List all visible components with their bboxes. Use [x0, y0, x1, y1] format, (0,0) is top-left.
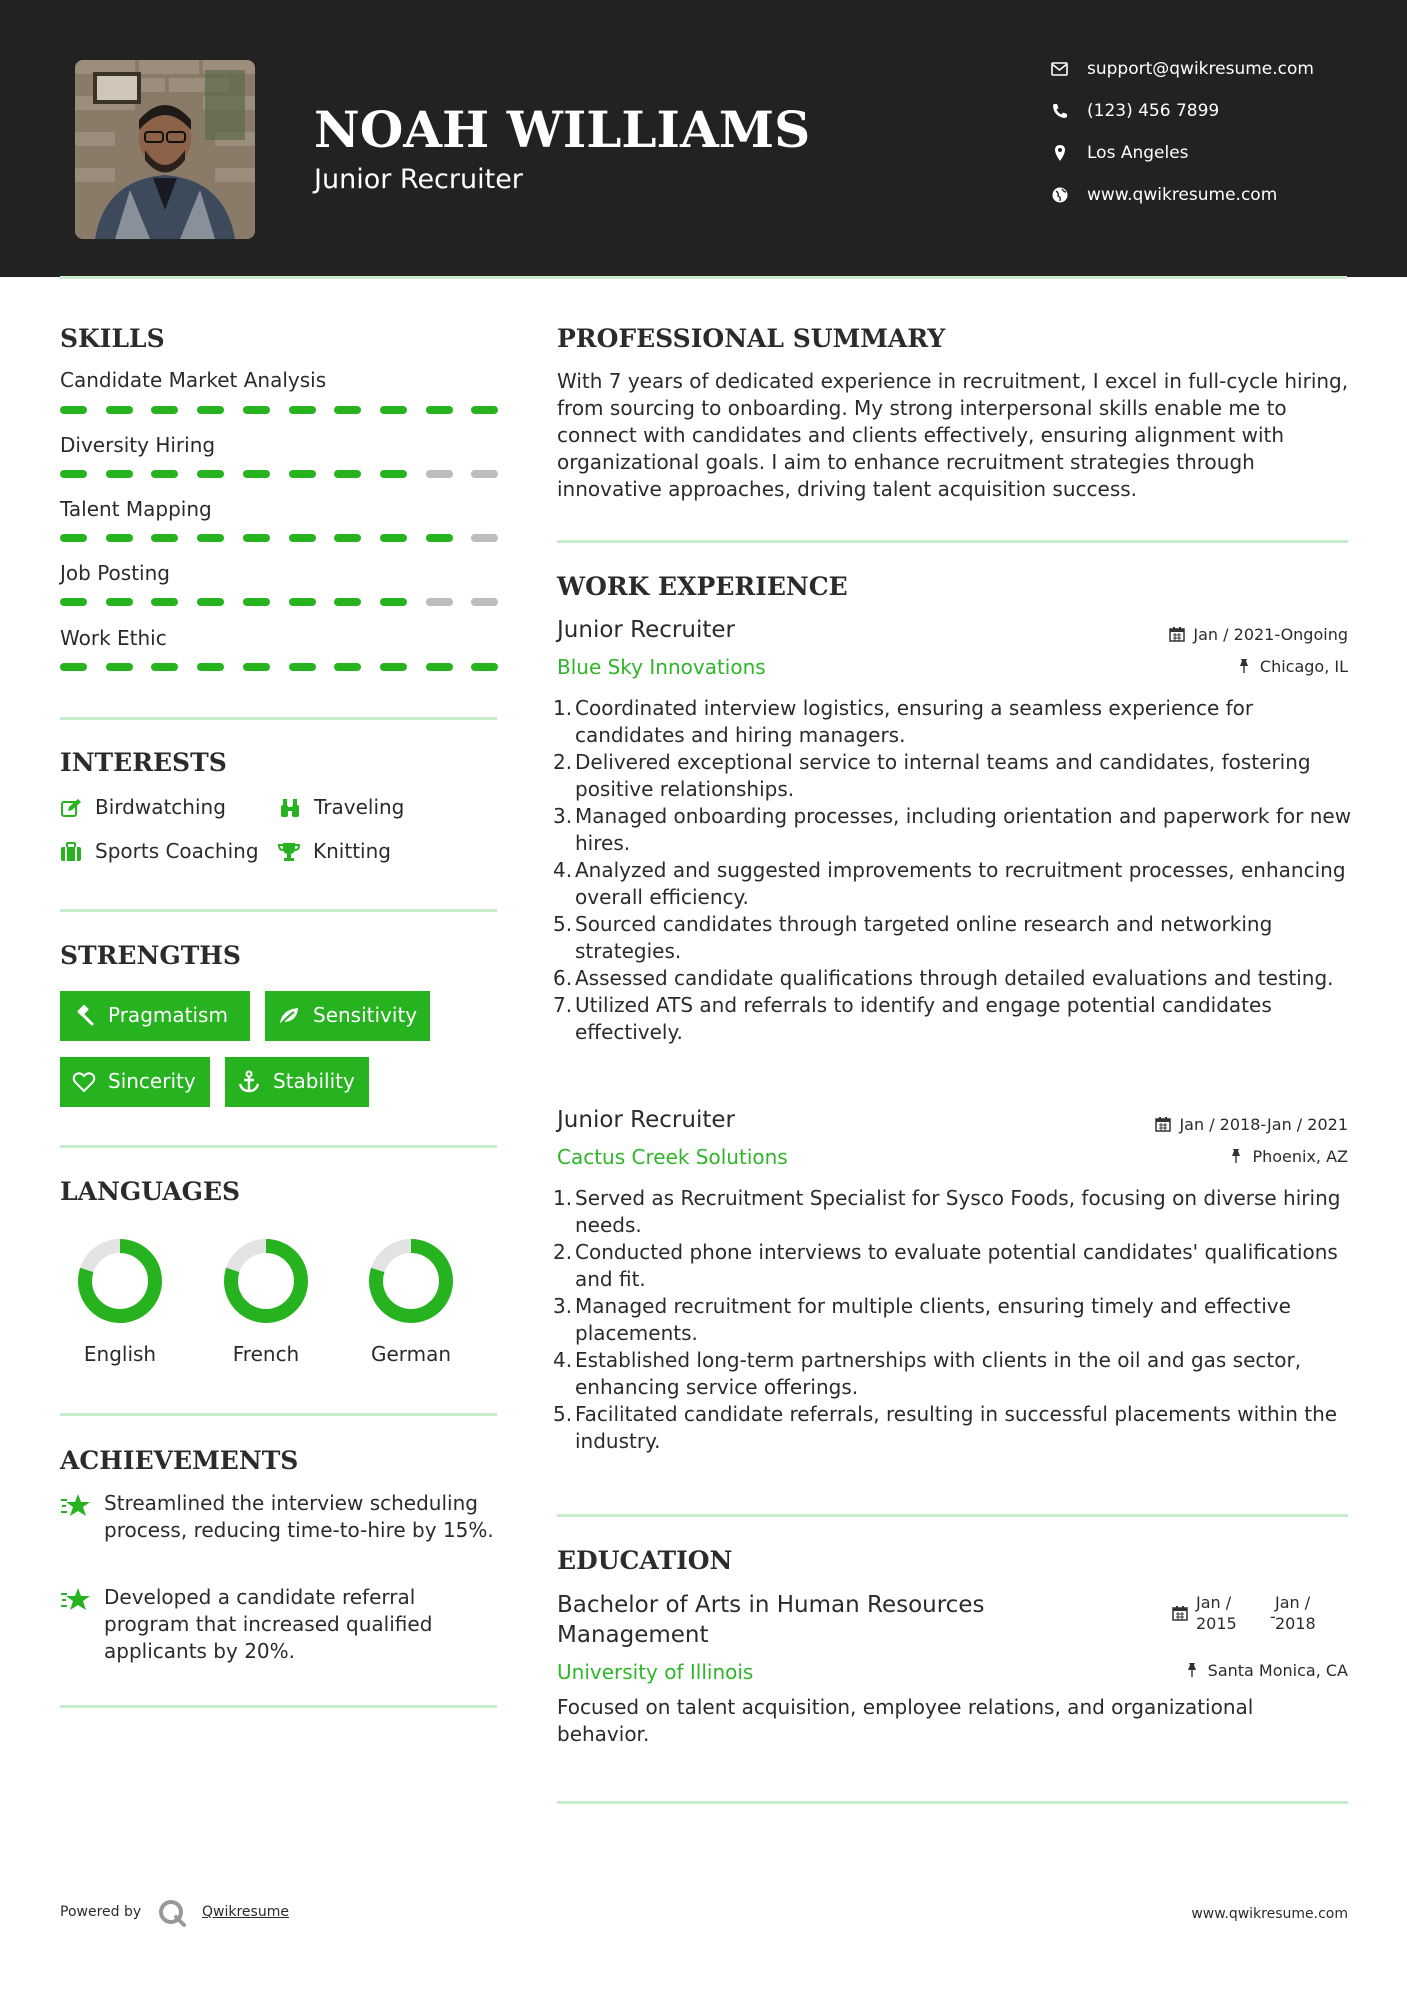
candidate-name: NOAH WILLIAMS [314, 100, 811, 159]
skill-dot [151, 470, 178, 478]
skill-dot [426, 663, 453, 671]
qwikresume-logo-icon [157, 1898, 187, 1928]
contact-phone-text: (123) 456 7899 [1087, 101, 1220, 121]
job-bullet: 1. Coordinated interview logistics, ensuring a seamless experience for candidates and hiring managers. [553, 696, 1254, 747]
section-divider [557, 540, 1348, 543]
skill-dot [334, 598, 361, 606]
language-ring [75, 1236, 165, 1326]
resume-header [0, 0, 1407, 277]
skill-dot [243, 663, 270, 671]
job-bullet: 2. Conducted phone interviews to evaluate potential candidates' qualifications and fit. [553, 1240, 1338, 1291]
skill-dot [243, 406, 270, 414]
edit-icon [60, 797, 82, 819]
skill-dot [197, 406, 224, 414]
calendar-icon [1172, 1605, 1188, 1621]
section-divider [60, 1705, 497, 1708]
skills-heading: SKILLS [60, 324, 165, 353]
leaf-icon [277, 1004, 301, 1028]
contact-location-text: Los Angeles [1087, 143, 1189, 163]
job-bullet: 6. Assessed candidate qualifications through detailed evaluations and testing. [553, 966, 1334, 990]
strength-badge: Pragmatism [60, 991, 250, 1041]
strength-badge: Sincerity [60, 1057, 210, 1107]
language-ring [221, 1236, 311, 1326]
skill-label: Job Posting [60, 561, 170, 585]
skill-dot [426, 598, 453, 606]
profile-photo [75, 60, 255, 239]
skill-label: Diversity Hiring [60, 433, 216, 457]
skill-dot [106, 534, 133, 542]
summary-heading: PROFESSIONAL SUMMARY [557, 324, 946, 353]
job-bullet: 4. Analyzed and suggested improvements to recruitment processes, enhancing overall efficiency. [553, 858, 1346, 909]
pin-icon [1184, 1662, 1200, 1678]
job-bullet: 5. Facilitated candidate referrals, resulting in successful placements within the industry. [553, 1402, 1338, 1453]
footer-website[interactable]: www.qwikresume.com [1191, 1906, 1348, 1922]
skill-dot [106, 598, 133, 606]
interests-heading: INTERESTS [60, 748, 227, 777]
education-degree: Bachelor of Arts in Human Resources Management [557, 1592, 985, 1648]
languages-heading: LANGUAGES [60, 1177, 241, 1206]
date-separator: - [1270, 1607, 1276, 1626]
job-bullet: 2. Delivered exceptional service to internal teams and candidates, fostering positive relationships. [553, 750, 1311, 801]
skill-meter [60, 534, 497, 542]
job-bullets [553, 1185, 1353, 1455]
job-dates: Jan / 2021-Ongoing [1169, 625, 1348, 644]
summary-text: With 7 years of dedicated experience in recruitment, I excel in full-cycle hiring, from sourcing to onboarding. My strong interpersonal skills enable me to connect with candidates and clients effectively, ensuring alignment with organizational goals. I aim to enhance recruitment strategies through innovative approaches, driving talent acquisition success. [557, 369, 1349, 501]
achievements-heading: ACHIEVEMENTS [60, 1446, 299, 1475]
contact-website-text: www.qwikresume.com [1087, 185, 1278, 205]
skill-dot [334, 470, 361, 478]
skill-dot [151, 598, 178, 606]
skill-dot [289, 534, 316, 542]
skill-dot [334, 406, 361, 414]
language-label: English [83, 1342, 157, 1366]
education-description: Focused on talent acquisition, employee relations, and organizational behavior. [557, 1695, 1254, 1746]
section-divider [60, 1145, 497, 1148]
education-school: University of Illinois [557, 1660, 754, 1684]
skill-label: Candidate Market Analysis [60, 368, 327, 392]
skill-dot [289, 406, 316, 414]
envelope-icon [1050, 59, 1070, 79]
powered-by-label: Powered by [60, 1904, 142, 1920]
language-item [216, 1236, 316, 1366]
language-item [361, 1236, 461, 1366]
skill-dot [471, 598, 498, 606]
globe-icon [1050, 185, 1070, 205]
job-role: Junior Recruiter [557, 617, 735, 643]
skill-dot [60, 534, 87, 542]
section-divider [557, 1514, 1348, 1517]
job-bullet: 5. Sourced candidates through targeted online research and networking strategies. [553, 912, 1273, 963]
skill-meter [60, 663, 497, 671]
star-icon [60, 1492, 92, 1520]
skill-dot [106, 663, 133, 671]
job-bullet: 3. Managed onboarding processes, including orientation and paperwork for new hires. [553, 804, 1352, 855]
job-location: Phoenix, AZ [1228, 1147, 1348, 1166]
skill-label: Talent Mapping [60, 497, 212, 521]
heart-icon [72, 1070, 96, 1094]
education-location: Santa Monica, CA [1184, 1661, 1348, 1680]
gavel-icon [72, 1004, 96, 1028]
skill-dot [60, 470, 87, 478]
pin-icon [1236, 658, 1252, 674]
skill-dot [151, 663, 178, 671]
language-label: German [370, 1342, 452, 1366]
skill-dot [471, 534, 498, 542]
skill-dot [426, 406, 453, 414]
map-pin-icon [1050, 143, 1070, 163]
skill-dot [289, 598, 316, 606]
calendar-icon [1169, 626, 1185, 642]
candidate-title: Junior Recruiter [314, 164, 523, 195]
job-bullet: 7. Utilized ATS and referrals to identify and engage potential candidates effectively. [553, 993, 1272, 1044]
anchor-icon [237, 1070, 261, 1094]
skill-dot [243, 598, 270, 606]
job-dates: Jan / 2018-Jan / 2021 [1155, 1115, 1348, 1134]
education-heading: EDUCATION [557, 1546, 733, 1575]
skill-dot [380, 406, 407, 414]
skill-dot [289, 663, 316, 671]
qwikresume-link[interactable]: Qwikresume [202, 1904, 289, 1920]
briefcase-icon [60, 841, 82, 863]
skill-dot [197, 534, 224, 542]
job-company: Cactus Creek Solutions [557, 1145, 788, 1169]
header-accent-line [60, 276, 1347, 279]
job-location: Chicago, IL [1236, 657, 1348, 676]
skill-dot [243, 534, 270, 542]
strengths-heading: STRENGTHS [60, 941, 241, 970]
skill-dot [334, 534, 361, 542]
strength-badge: Sensitivity [265, 991, 430, 1041]
phone-icon [1050, 101, 1070, 121]
pin-icon [1228, 1148, 1244, 1164]
skill-dot [151, 406, 178, 414]
skill-dot [197, 470, 224, 478]
skill-meter [60, 406, 497, 414]
skill-label: Work Ethic [60, 626, 167, 650]
section-divider [60, 1413, 497, 1416]
skill-meter [60, 598, 497, 606]
skill-dot [426, 470, 453, 478]
job-bullet: 3. Managed recruitment for multiple clients, ensuring timely and effective placements. [553, 1294, 1291, 1345]
calendar-icon [1155, 1116, 1171, 1132]
skill-dot [197, 598, 224, 606]
skill-dot [106, 406, 133, 414]
section-divider [60, 717, 497, 720]
job-role: Junior Recruiter [557, 1107, 735, 1133]
skill-dot [380, 663, 407, 671]
job-bullets [553, 695, 1353, 1046]
section-divider [60, 909, 497, 912]
language-ring [366, 1236, 456, 1326]
job-bullet: 4. Established long-term partnerships with clients in the oil and gas sector, enhancing service offerings. [553, 1348, 1302, 1399]
skill-dot [471, 470, 498, 478]
skill-dot [197, 663, 224, 671]
job-bullet: 1. Served as Recruitment Specialist for Sysco Foods, focusing on diverse hiring needs. [553, 1186, 1341, 1237]
skill-dot [471, 663, 498, 671]
skill-dot [380, 470, 407, 478]
skill-dot [151, 534, 178, 542]
skill-dot [60, 598, 87, 606]
language-label: French [232, 1342, 300, 1366]
education-start-date: Jan / 2015 [1196, 1593, 1237, 1633]
language-item [70, 1236, 170, 1366]
skill-dot [426, 534, 453, 542]
skill-dot [243, 470, 270, 478]
skill-dot [289, 470, 316, 478]
job-company: Blue Sky Innovations [557, 655, 766, 679]
section-divider [557, 1801, 1348, 1804]
skill-dot [60, 663, 87, 671]
skill-dot [380, 534, 407, 542]
strength-badge: Stability [225, 1057, 369, 1107]
skill-dot [334, 663, 361, 671]
skill-dot [60, 406, 87, 414]
star-icon [60, 1586, 92, 1614]
experience-heading: WORK EXPERIENCE [557, 572, 848, 601]
trophy-icon [278, 841, 300, 863]
skill-dot [380, 598, 407, 606]
binoculars-icon [279, 797, 301, 819]
contact-email-text: support@qwikresume.com [1087, 59, 1314, 79]
skill-meter [60, 470, 497, 478]
skill-dot [471, 406, 498, 414]
skill-dot [106, 470, 133, 478]
education-end-date: Jan / 2018 [1275, 1593, 1316, 1633]
